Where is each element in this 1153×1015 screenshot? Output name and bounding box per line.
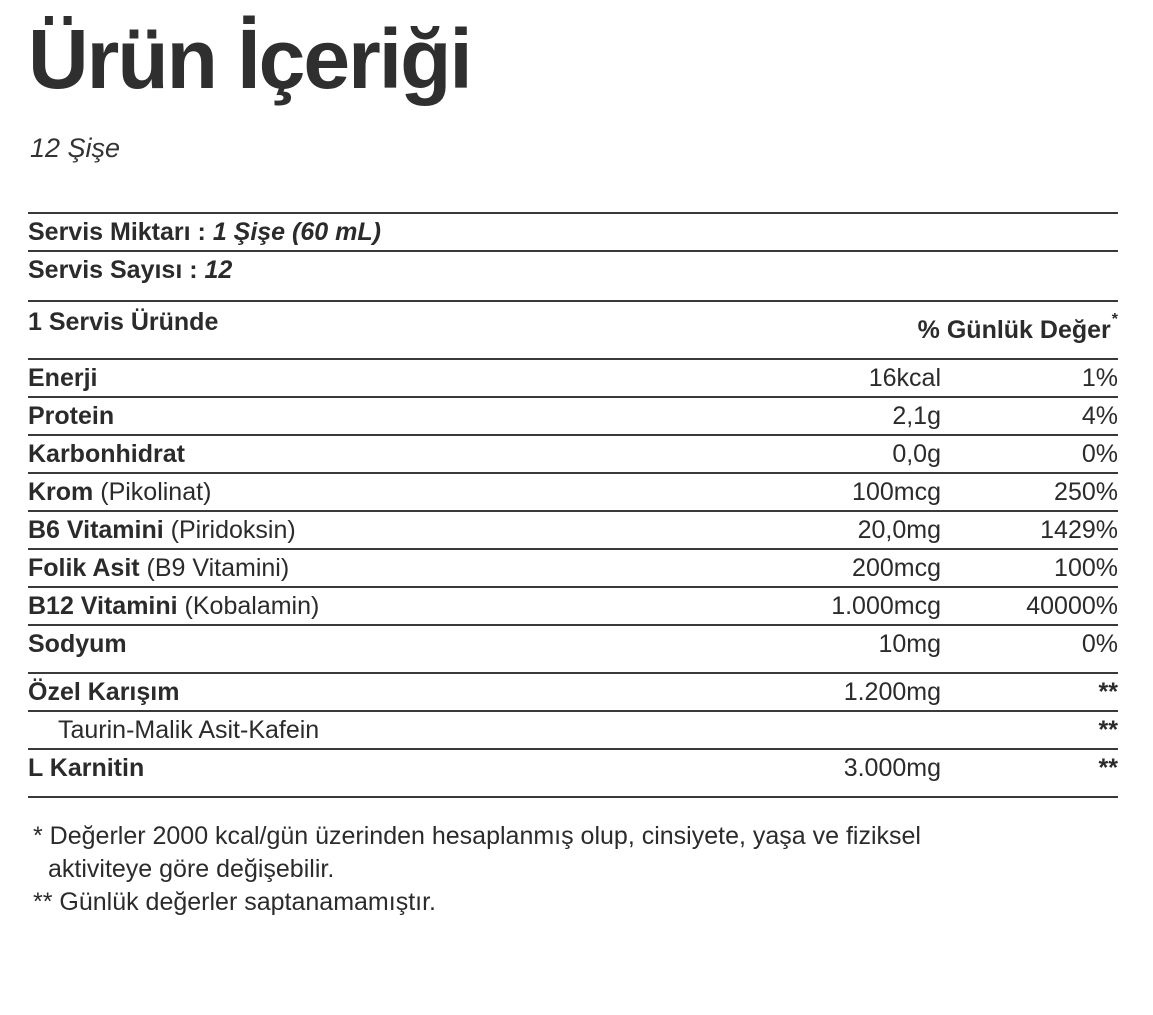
nutrient-name: Folik Asit — [28, 554, 140, 582]
nutrient-daily-value: 0% — [1081, 440, 1118, 468]
nutrient-name: Enerji — [28, 364, 98, 392]
nutrient-detail: Taurin-Malik Asit-Kafein — [58, 716, 320, 744]
nutrient-daily-value: 100% — [1054, 554, 1118, 582]
nutrient-name: Protein — [28, 402, 115, 430]
nutrient-amount: 20,0mg — [857, 516, 941, 544]
column-header-row — [28, 302, 1118, 358]
nutrient-amount: 10mg — [878, 630, 941, 658]
nutrient-rows — [28, 360, 1118, 662]
nutrient-row — [28, 588, 1118, 624]
nutrient-detail: (Piridoksin) — [163, 516, 296, 544]
servings-count-value: 12 — [204, 256, 233, 284]
nutrient-name: Özel Karışım — [28, 678, 180, 706]
blend-rows — [28, 674, 1118, 786]
nutrient-amount: 200mcg — [852, 554, 941, 582]
nutrient-daily-value: 1% — [1081, 364, 1118, 392]
nutrient-row — [28, 626, 1118, 662]
servings-count-label: Servis Sayısı : — [28, 256, 205, 284]
nutrient-daily-value: 4% — [1081, 402, 1118, 430]
nutrient-name: B12 Vitamini — [28, 592, 178, 620]
serving-size-row — [28, 214, 1118, 250]
nutrient-row — [28, 398, 1118, 434]
serving-size-value: 1 Şişe (60 mL) — [212, 218, 381, 246]
nutrient-daily-value: 0% — [1081, 630, 1118, 658]
nutrient-row — [28, 360, 1118, 396]
nutrient-daily-value: 40000% — [1026, 592, 1118, 620]
nutrient-daily-value: 250% — [1054, 478, 1118, 506]
nutrient-daily-value: 1429% — [1040, 516, 1118, 544]
nutrient-daily-value: ** — [1098, 678, 1118, 706]
servings-count-row — [28, 252, 1118, 288]
nutrient-amount: 100mcg — [852, 478, 941, 506]
nutrient-name: Karbonhidrat — [28, 440, 185, 468]
nutrient-row — [28, 550, 1118, 586]
nutrient-row — [28, 436, 1118, 472]
per-serving-header: 1 Servis Üründe — [28, 308, 219, 336]
divider — [28, 796, 1118, 798]
nutrient-detail: (B9 Vitamini) — [139, 554, 290, 582]
nutrient-name: Krom — [28, 478, 94, 506]
nutrient-amount: 1.000mcg — [831, 592, 941, 620]
nutrient-row — [28, 474, 1118, 510]
footnote-2: ** Günlük değerler saptanamamıştır. — [33, 888, 436, 916]
footnote-1-line-1: * Değerler 2000 kcal/gün üzerinden hesaplanmış olup, cinsiyete, yaşa ve fiziksel — [33, 822, 921, 850]
nutrient-amount: 0,0g — [892, 440, 941, 468]
nutrient-name: L Karnitin — [28, 754, 145, 782]
nutrient-detail: (Kobalamin) — [177, 592, 320, 620]
nutrition-table — [28, 212, 1118, 798]
nutrient-amount: 2,1g — [892, 402, 941, 430]
footnote-1-line-2: aktiviteye göre değişebilir. — [48, 855, 335, 883]
nutrient-detail: (Pikolinat) — [93, 478, 212, 506]
nutrient-amount: 3.000mg — [843, 754, 941, 782]
page-subtitle: 12 Şişe — [30, 133, 121, 163]
nutrient-row — [28, 674, 1118, 710]
daily-value-header: % Günlük Değer — [917, 316, 1111, 344]
nutrient-row — [28, 750, 1118, 786]
nutrient-row — [28, 712, 1118, 748]
nutrient-daily-value: ** — [1098, 716, 1118, 744]
page-title: Ürün İçeriği — [28, 12, 471, 106]
nutrient-amount: 16kcal — [868, 364, 941, 392]
nutrient-name: Sodyum — [28, 630, 127, 658]
nutrient-daily-value: ** — [1098, 754, 1118, 782]
nutrient-row — [28, 512, 1118, 548]
nutrient-amount: 1.200mg — [843, 678, 941, 706]
serving-size-label: Servis Miktarı : — [28, 218, 213, 246]
footnotes — [33, 820, 921, 919]
nutrient-name: B6 Vitamini — [28, 516, 164, 544]
daily-value-footnote-mark: * — [1111, 311, 1118, 328]
